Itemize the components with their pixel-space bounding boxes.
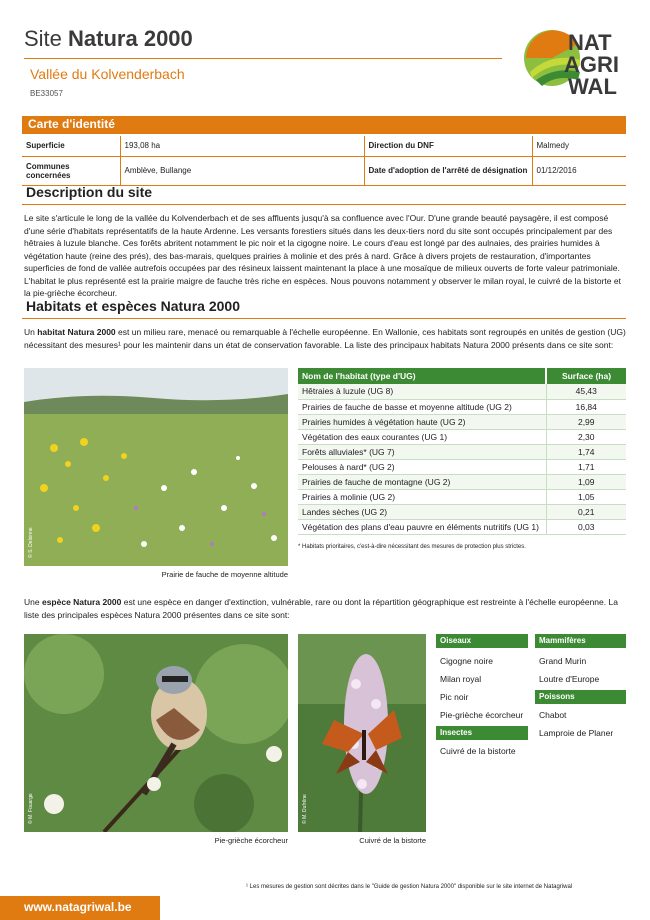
value-cell: Malmedy — [532, 136, 626, 156]
butterfly-photo — [298, 634, 426, 832]
value-cell: 01/12/2016 — [532, 156, 626, 185]
group-heading-insectes: Insectes — [436, 726, 528, 740]
habitat-name: Pelouses à nard* (UG 2) — [298, 459, 546, 474]
column-header: Surface (ha) — [546, 368, 626, 384]
habitat-area: 16,84 — [546, 399, 626, 414]
label-cell: Superficie — [22, 136, 120, 156]
table-row — [298, 399, 626, 414]
meadow-photo — [24, 368, 288, 566]
website-link[interactable]: www.natagriwal.be — [0, 896, 160, 920]
label-cell: Date d'adoption de l'arrêté de désignation — [364, 156, 532, 185]
habitat-name: Forêts alluviales* (UG 7) — [298, 444, 546, 459]
habitat-area: 0,03 — [546, 519, 626, 534]
species-item: Pie-grièche écorcheur — [440, 710, 524, 720]
species-item: Milan royal — [440, 674, 482, 684]
habitat-name: Prairies de fauche de basse et moyenne altitude (UG 2) — [298, 399, 546, 414]
table-row — [22, 136, 626, 156]
label-cell: Communes concernées — [22, 156, 120, 185]
photo-credit: © M. Fouarge — [28, 793, 34, 824]
description-text: Le site s'articule le long de la vallée du Kolvenderbach et de ses affluents jusqu'à sa confluence avec l'Our. D'une grande beauté paysagère, il est composé d'une série d'habitats représentatifs de la haute Ardenne. Les versants forestiers situés dans les deux-tiers nord du site sont occupés principalement par des hêtraies à luzule blanche. Ces forêts abritent notamment le pic noir et la cigogne noire. Le cours d'eau est longé par des aulnaies, des prairies humides à végétation haute (reine des prés), des bas-marais, quelques prairies à molinie et des prés à nard. Grâce à divers projets de restauration, d'importantes superficies de fond de vallée autrefois occupées par des résineux laissent maintenant la place à une mosaïque de milieux ouverts de forte valeur patrimoniale. L'habitat le plus représenté est la prairie maigre de fauche très riche en espèces. Nous pouvons notamment y observer le milan royal, le cuivré de la bistorte et la pie-grièche écorcheur. — [24, 213, 621, 298]
site-name: Vallée du Kolvenderbach — [30, 66, 185, 82]
species-item: Pic noir — [440, 692, 469, 702]
habitat-area: 45,43 — [546, 384, 626, 399]
page-title: Site Natura 2000 — [24, 26, 193, 51]
habitat-name: Hêtraies à luzule (UG 8) — [298, 384, 546, 399]
species-item: Cigogne noire — [440, 656, 493, 666]
habitat-name: Prairies humides à végétation haute (UG 2) — [298, 414, 546, 429]
habitat-name: Prairies de fauche de montagne (UG 2) — [298, 474, 546, 489]
shrike-photo — [24, 634, 288, 832]
habitat-name: Landes sèches (UG 2) — [298, 504, 546, 519]
table-row — [298, 459, 626, 474]
identity-table — [22, 136, 626, 186]
group-heading-mammiferes: Mammifères — [535, 634, 626, 648]
column-header: Nom de l'habitat (type d'UG) — [298, 368, 546, 384]
habitats-heading: Habitats et espèces Natura 2000 — [26, 298, 240, 314]
habitat-name: Végétation des plans d'eau pauvre en éléments nutritifs (UG 1) — [298, 519, 546, 534]
shrike-image — [24, 634, 288, 832]
habitat-name: Prairies à molinie (UG 2) — [298, 489, 546, 504]
table-row — [298, 384, 626, 399]
species-item: Cuivré de la bistorte — [440, 746, 516, 756]
species-intro: Une espèce Natura 2000 est une espèce en danger d'extinction, vulnérable, rare ou dont la répartition géographique est restreinte à l'échelle européenne. La liste des principales espèces Natura 2000 présentes dans ce site sont: — [24, 597, 618, 620]
table-row — [22, 156, 626, 185]
description-heading: Description du site — [26, 184, 153, 200]
section-divider — [22, 204, 626, 205]
species-item: Lamproie de Planer — [539, 728, 614, 738]
title-divider — [24, 58, 502, 59]
value-cell: Amblève, Bullange — [120, 156, 364, 185]
svg-text:NAT: NAT — [568, 30, 612, 55]
butterfly-image — [298, 634, 426, 832]
meadow-image — [24, 368, 288, 566]
svg-text:AGRI: AGRI — [564, 52, 619, 77]
natagriwal-logo — [522, 22, 630, 104]
species-item: Chabot — [539, 710, 567, 720]
management-footnote: ¹ Les mesures de gestion sont décrites dans le "Guide de gestion Natura 2000" disponible sur le site internet de Natagriwal — [246, 884, 573, 890]
habitat-area: 1,05 — [546, 489, 626, 504]
identity-heading: Carte d'identité — [22, 116, 626, 134]
svg-text:WAL: WAL — [568, 74, 617, 99]
section-divider — [22, 318, 626, 319]
table-header — [298, 368, 626, 384]
table-row — [298, 489, 626, 504]
site-code: BE33057 — [30, 89, 63, 98]
group-heading-oiseaux: Oiseaux — [436, 634, 528, 648]
habitats-table — [298, 368, 626, 535]
label-cell: Direction du DNF — [364, 136, 532, 156]
habitat-area: 0,21 — [546, 504, 626, 519]
habitats-footnote: * Habitats prioritaires, c'est-à-dire nécessitant des mesures de protection plus strictes. — [298, 544, 526, 550]
table-row — [298, 429, 626, 444]
habitats-intro: Un habitat Natura 2000 est un milieu rare, menacé ou remarquable à l'échelle européenne. En Wallonie, ces habitats sont regroupés en unités de gestion (UG) nécessitant des mesures¹ pour les maintenir dans un état de conservation favorable. La liste des principaux habitats Natura 2000 présents dans ce site sont: — [24, 327, 626, 350]
butterfly-caption: Cuivré de la bistorte — [359, 836, 426, 845]
species-item: Grand Murin — [539, 656, 587, 666]
photo-credit: © S. Delsinne — [28, 527, 34, 558]
value-cell: 193,08 ha — [120, 136, 364, 156]
habitat-name: Végétation des eaux courantes (UG 1) — [298, 429, 546, 444]
species-item: Loutre d'Europe — [539, 674, 600, 684]
table-row — [298, 519, 626, 534]
photo-credit: © M. Dufrêne — [302, 794, 308, 824]
table-row — [298, 444, 626, 459]
habitat-area: 2,99 — [546, 414, 626, 429]
habitat-area: 2,30 — [546, 429, 626, 444]
habitat-area: 1,09 — [546, 474, 626, 489]
table-row — [298, 474, 626, 489]
group-heading-poissons: Poissons — [535, 690, 626, 704]
habitat-area: 1,74 — [546, 444, 626, 459]
table-row — [298, 504, 626, 519]
habitat-area: 1,71 — [546, 459, 626, 474]
meadow-caption: Prairie de fauche de moyenne altitude — [161, 570, 288, 579]
shrike-caption: Pie-grièche écorcheur — [214, 836, 288, 845]
table-row — [298, 414, 626, 429]
